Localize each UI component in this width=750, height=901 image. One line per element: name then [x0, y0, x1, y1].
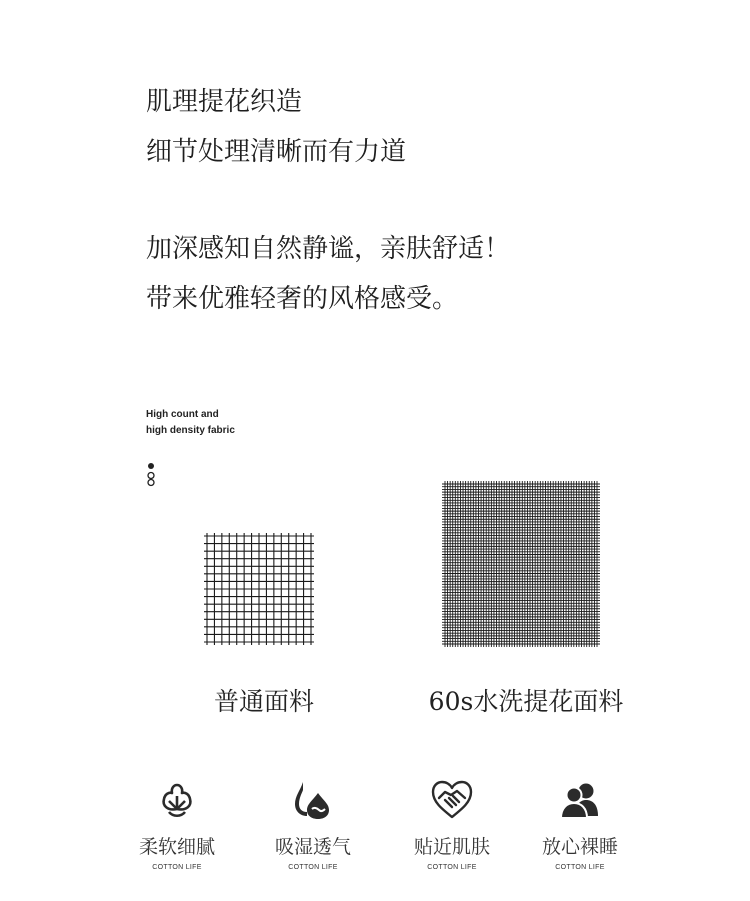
feature-label: 放心裸睡 [541, 836, 618, 858]
feature-item-sleep [505, 778, 655, 872]
headline-line-1: 肌理提花织造 [146, 87, 303, 117]
bullet-dots-icon [147, 462, 157, 490]
premium-fabric-label: 60s水洗提花面料 [428, 687, 624, 716]
feature-item-breathable [238, 778, 388, 872]
headline-line-3: 加深感知自然静谧，亲肤舒适！ [146, 234, 511, 264]
fabric-note-line-2: high density fabric [146, 425, 235, 436]
people-icon [558, 778, 602, 822]
ordinary-fabric-label: 普通面料 [213, 687, 315, 716]
feature-sub: COTTON LIFE [152, 864, 202, 871]
heart-handshake-icon [430, 778, 474, 822]
headline-line-2: 细节处理清晰而有力道 [146, 137, 407, 167]
fabric-note-line-1: High count and [146, 409, 219, 420]
headline-line-4: 带来优雅轻奢的风格感受。 [146, 284, 459, 314]
feature-sub: COTTON LIFE [288, 864, 338, 871]
premium-fabric-swatch [442, 481, 600, 647]
feature-label: 贴近肌肤 [413, 836, 490, 858]
fabric-note [146, 407, 235, 439]
ordinary-fabric-swatch [204, 533, 314, 645]
cotton-flower-icon [155, 778, 199, 822]
feature-label: 吸湿透气 [274, 836, 351, 858]
feature-label: 柔软细腻 [138, 836, 215, 858]
feature-item-soft [102, 778, 252, 872]
water-drops-icon [291, 778, 335, 822]
feature-sub: COTTON LIFE [555, 864, 605, 871]
feature-sub: COTTON LIFE [427, 864, 477, 871]
